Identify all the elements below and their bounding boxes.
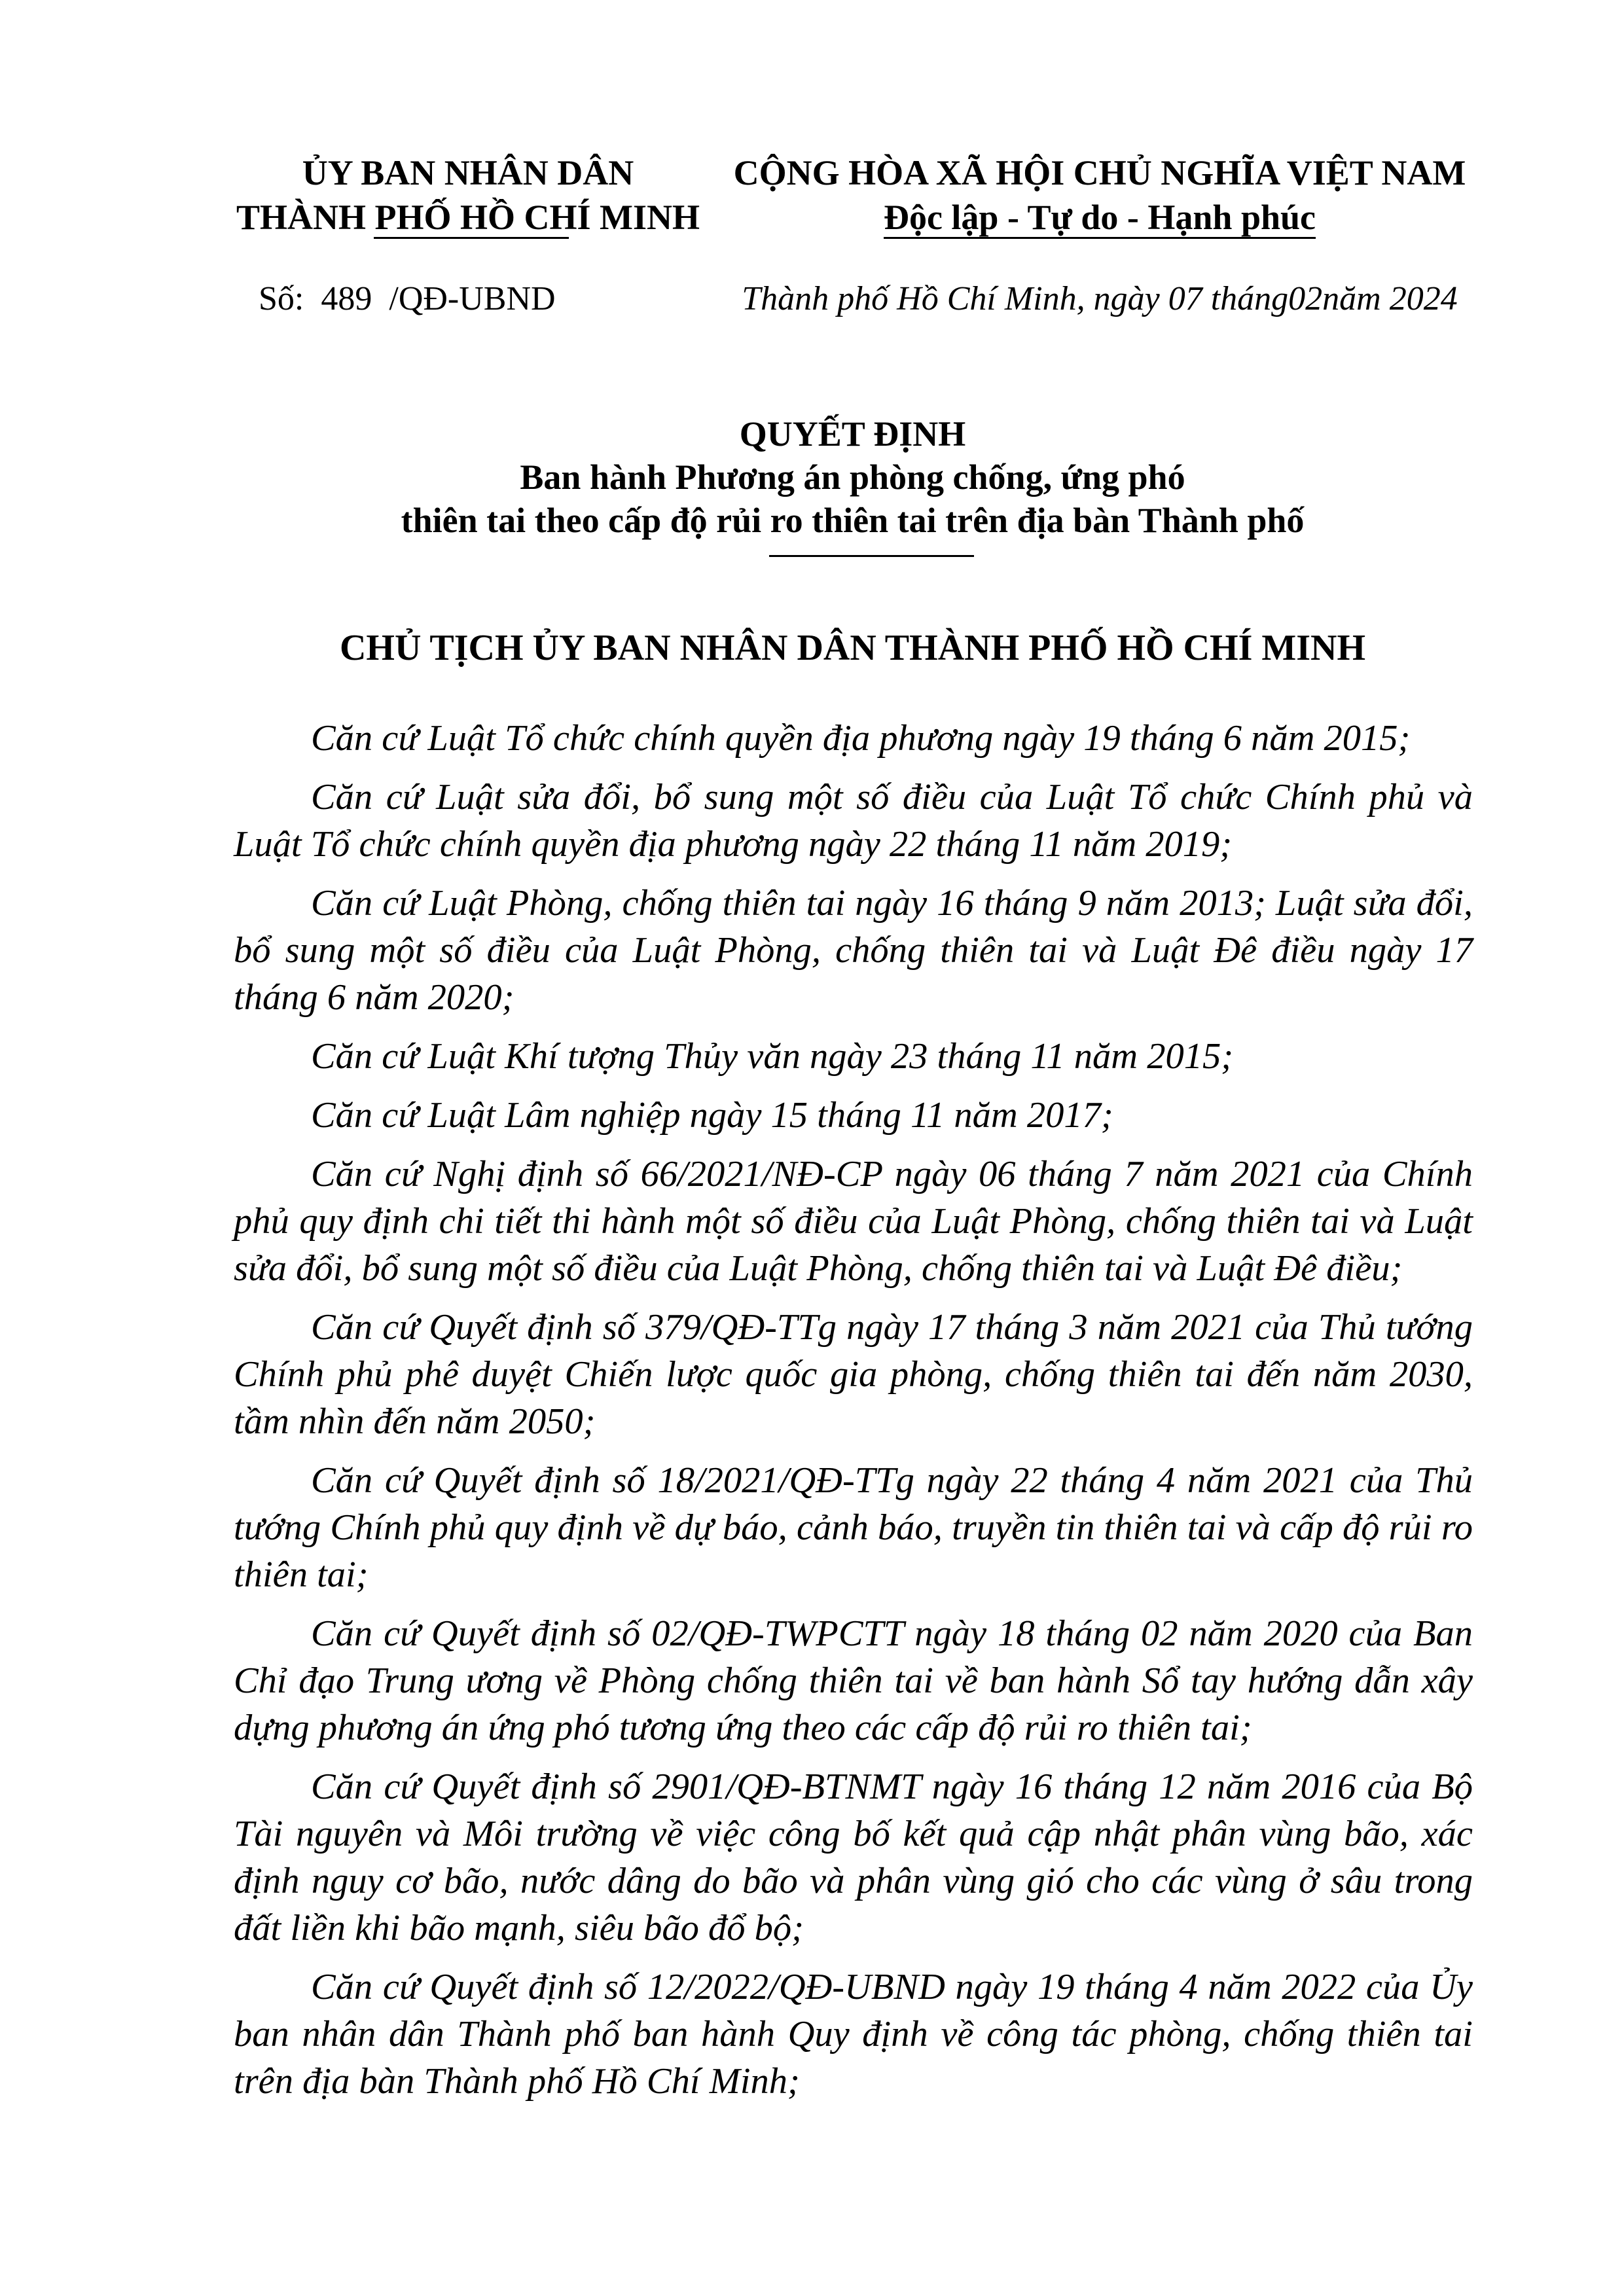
legal-basis-paragraph: Căn cứ Luật Khí tượng Thủy văn ngày 23 tháng 11 năm 2015; [311, 1036, 1234, 1077]
document-title [226, 412, 1479, 542]
issuing-authority: CHỦ TỊCH ỦY BAN NHÂN DÂN THÀNH PHỐ HỒ CHÍ MINH [339, 628, 1366, 668]
legal-basis-paragraph: Căn cứ Luật sửa đổi, bổ sung một số điều của Luật Tổ chức Chính phủ và Luật Tổ chức chính quyền địa phương ngày 22 tháng 11 năm 2019; [234, 777, 1473, 865]
national-motto [720, 151, 1479, 240]
agency-line-1: ỦY BAN NHÂN DÂN [302, 153, 634, 192]
motto-text: Độc lập - Tự do - Hạnh phúc [884, 198, 1316, 239]
title-main: QUYẾT ĐỊNH [739, 414, 966, 454]
legal-basis [234, 715, 1473, 2117]
country-name: CỘNG HÒA XÃ HỘI CHỦ NGHĨA VIỆT NAM [733, 153, 1466, 192]
legal-basis-paragraph: Căn cứ Luật Phòng, chống thiên tai ngày 16 tháng 9 năm 2013; Luật sửa đổi, bổ sung một số điều của Luật Phòng, chống thiên tai và Luật Đê điều ngày 17 tháng 6 năm 2020; [234, 883, 1473, 1018]
legal-basis-paragraph: Căn cứ Quyết định số 12/2022/QĐ-UBND ngày 19 tháng 4 năm 2022 của Ủy ban nhân dân Thành phố ban hành Quy định về công tác phòng, chống thiên tai trên địa bàn Thành phố Hồ Chí Minh; [234, 1967, 1473, 2102]
title-subject-line-2: thiên tai theo cấp độ rủi ro thiên tai trên địa bàn Thành phố [401, 501, 1305, 540]
title-subject-line-1: Ban hành Phương án phòng chống, ứng phó [520, 457, 1185, 497]
legal-basis-paragraph: Căn cứ Quyết định số 379/QĐ-TTg ngày 17 tháng 3 năm 2021 của Thủ tướng Chính phủ phê duyệt Chiến lược quốc gia phòng, chống thiên tai đến năm 2030, tầm nhìn đến năm 2050; [234, 1307, 1473, 1442]
document-number: Số: 489 /QĐ-UBND [259, 280, 556, 317]
legal-basis-paragraph: Căn cứ Luật Lâm nghiệp ngày 15 tháng 11 năm 2017; [311, 1095, 1113, 1136]
place-and-date: Thành phố Hồ Chí Minh, ngày 07 tháng02năm 2024 [742, 280, 1458, 317]
title-divider [769, 555, 974, 557]
agency-underline [374, 237, 569, 239]
legal-basis-paragraph: Căn cứ Nghị định số 66/2021/NĐ-CP ngày 06 tháng 7 năm 2021 của Chính phủ quy định chi tiết thi hành một số điều của Luật Phòng, chống thiên tai và Luật sửa đổi, bổ sung một số điều của Luật Phòng, chống thiên tai và Luật Đê điều; [234, 1154, 1473, 1289]
issuing-agency [226, 151, 710, 240]
legal-basis-paragraph: Căn cứ Luật Tổ chức chính quyền địa phương ngày 19 tháng 6 năm 2015; [311, 718, 1411, 759]
legal-basis-paragraph: Căn cứ Quyết định số 18/2021/QĐ-TTg ngày 22 tháng 4 năm 2021 của Thủ tướng Chính phủ quy định về dự báo, cảnh báo, truyền tin thiên tai và cấp độ rủi ro thiên tai; [234, 1460, 1473, 1595]
legal-basis-paragraph: Căn cứ Quyết định số 2901/QĐ-BTNMT ngày 16 tháng 12 năm 2016 của Bộ Tài nguyên và Môi trường về việc công bố kết quả cập nhật phân vùng bão, xác định nguy cơ bão, nước dâng do bão và phân vùng gió cho các vùng ở sâu trong đất liền khi bão mạnh, siêu bão đổ bộ; [234, 1767, 1473, 1948]
legal-basis-paragraph: Căn cứ Quyết định số 02/QĐ-TWPCTT ngày 18 tháng 02 năm 2020 của Ban Chỉ đạo Trung ương về Phòng chống thiên tai về ban hành Sổ tay hướng dẫn xây dựng phương án ứng phó tương ứng theo các cấp độ rủi ro thiên tai; [234, 1613, 1473, 1748]
agency-line-2: THÀNH PHỐ HỒ CHÍ MINH [236, 198, 700, 237]
